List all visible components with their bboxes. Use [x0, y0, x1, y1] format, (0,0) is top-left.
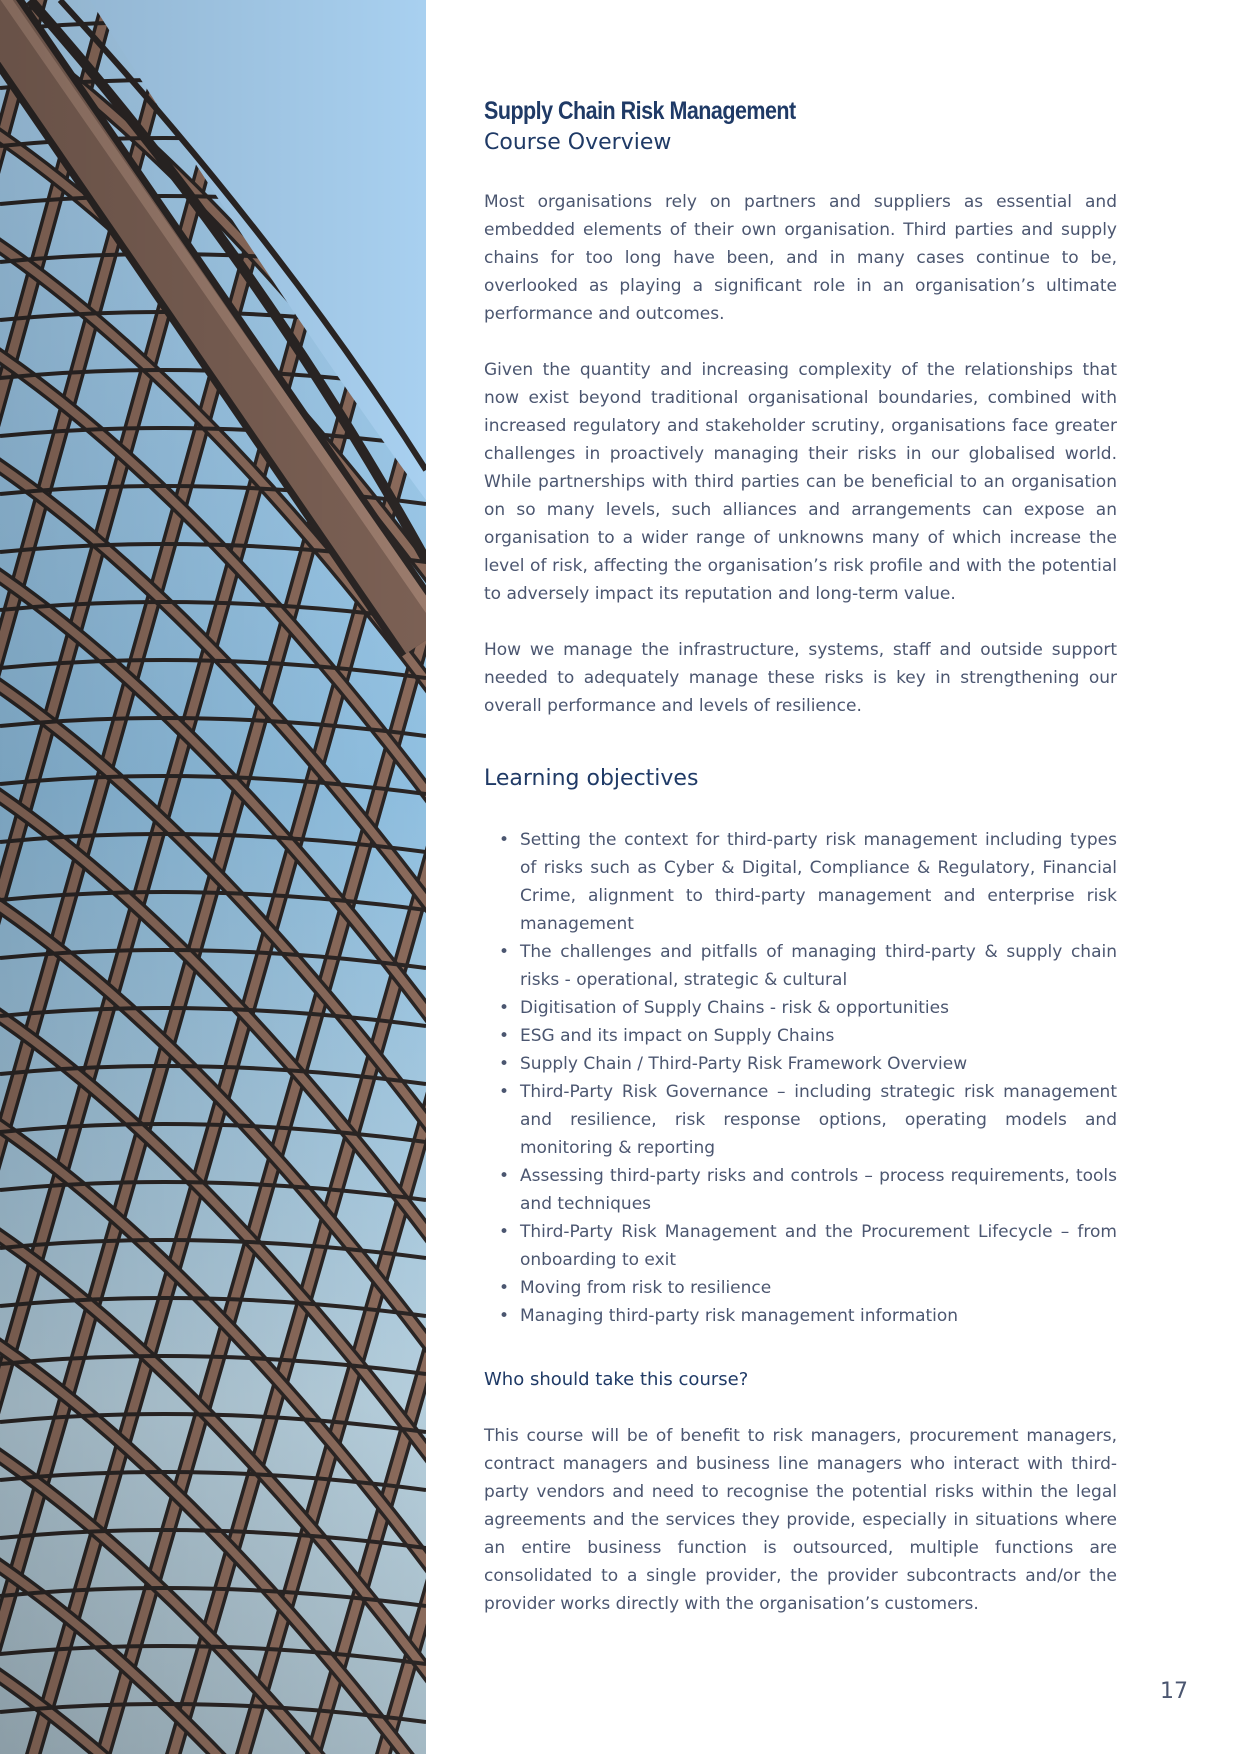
bullet-icon: •	[499, 998, 510, 1018]
bullet-icon: •	[499, 1082, 510, 1102]
cover-photo	[0, 0, 426, 1754]
bullet-icon: •	[499, 942, 510, 962]
bullet-icon: •	[499, 1278, 510, 1298]
page-number: 17	[1160, 1679, 1188, 1704]
list-item	[484, 826, 1117, 938]
overview-paragraph-1: Most organisations rely on partners and suppliers as essential and embedded elements of their own organisation. Third parties and supply chains for too long have been, and in many cases continue to be, overlooked as playing a significant role in an organisation’s ultimate performance and outcomes.	[484, 192, 1117, 324]
objective-text: Setting the context for third-party risk management including types of risks such as Cyber & Digital, Compliance & Regulatory, Financial Crime, alignment to third-party management and enterprise risk management	[520, 830, 1117, 934]
objective-text: Third-Party Risk Management and the Procurement Lifecycle – from onboarding to exit	[520, 1222, 1117, 1270]
learning-objectives-heading: Learning objectives	[484, 766, 699, 791]
list-item	[484, 1218, 1117, 1274]
audience-paragraph: This course will be of benefit to risk managers, procurement managers, contract managers and business line managers who interact with third-party vendors and need to recognise the potential risks within the legal agreements and the services they provide, especially in situations where an entire business function is outsourced, multiple functions are consolidated to a single provider, the provider subcontracts and/or the provider works directly with the organisation’s customers.	[484, 1426, 1117, 1614]
list-item	[484, 994, 1117, 1022]
bullet-icon: •	[499, 1054, 510, 1074]
content-column	[484, 96, 1117, 1618]
bullet-icon: •	[499, 1306, 510, 1326]
objective-text: The challenges and pitfalls of managing third-party & supply chain risks - operational, strategic & cultural	[520, 942, 1117, 990]
bullet-icon: •	[499, 1026, 510, 1046]
objective-text: Digitisation of Supply Chains - risk & opportunities	[520, 998, 949, 1018]
objective-text: Assessing third-party risks and controls – process requirements, tools and techniques	[520, 1166, 1117, 1214]
bullet-icon: •	[499, 830, 510, 850]
list-item	[484, 1050, 1117, 1078]
list-item	[484, 938, 1117, 994]
learning-objectives-list	[484, 826, 1117, 1330]
list-item	[484, 1162, 1117, 1218]
page-title: Supply Chain Risk Management	[484, 97, 796, 125]
audience-heading: Who should take this course?	[484, 1369, 749, 1390]
list-item	[484, 1302, 1117, 1330]
course-overview-subtitle: Course Overview	[484, 130, 672, 155]
list-item	[484, 1078, 1117, 1162]
bullet-icon: •	[499, 1222, 510, 1242]
list-item	[484, 1022, 1117, 1050]
objective-text: Third-Party Risk Governance – including strategic risk management and resilience, risk response options, operating models and monitoring & reporting	[520, 1082, 1117, 1158]
overview-paragraph-2: Given the quantity and increasing complexity of the relationships that now exist beyond traditional organisational boundaries, combined with increased regulatory and stakeholder scrutiny, organisations face greater challenges in proactively managing their risks in our globalised world. While partnerships with third parties can be beneficial to an organisation on so many levels, such alliances and arrangements can expose an organisation to a wider range of unknowns many of which increase the level of risk, affecting the organisation’s risk profile and with the potential to adversely impact its reputation and long-term value.	[484, 360, 1117, 604]
overview-paragraph-3: How we manage the infrastructure, systems, staff and outside support needed to adequately manage these risks is key in strengthening our overall performance and levels of resilience.	[484, 640, 1117, 716]
objective-text: ESG and its impact on Supply Chains	[520, 1026, 835, 1046]
bullet-icon: •	[499, 1166, 510, 1186]
glass-lattice-photo	[0, 0, 426, 1754]
objective-text: Managing third-party risk management information	[520, 1306, 959, 1326]
list-item	[484, 1274, 1117, 1302]
objective-text: Supply Chain / Third-Party Risk Framework Overview	[520, 1054, 968, 1074]
objective-text: Moving from risk to resilience	[520, 1278, 772, 1298]
